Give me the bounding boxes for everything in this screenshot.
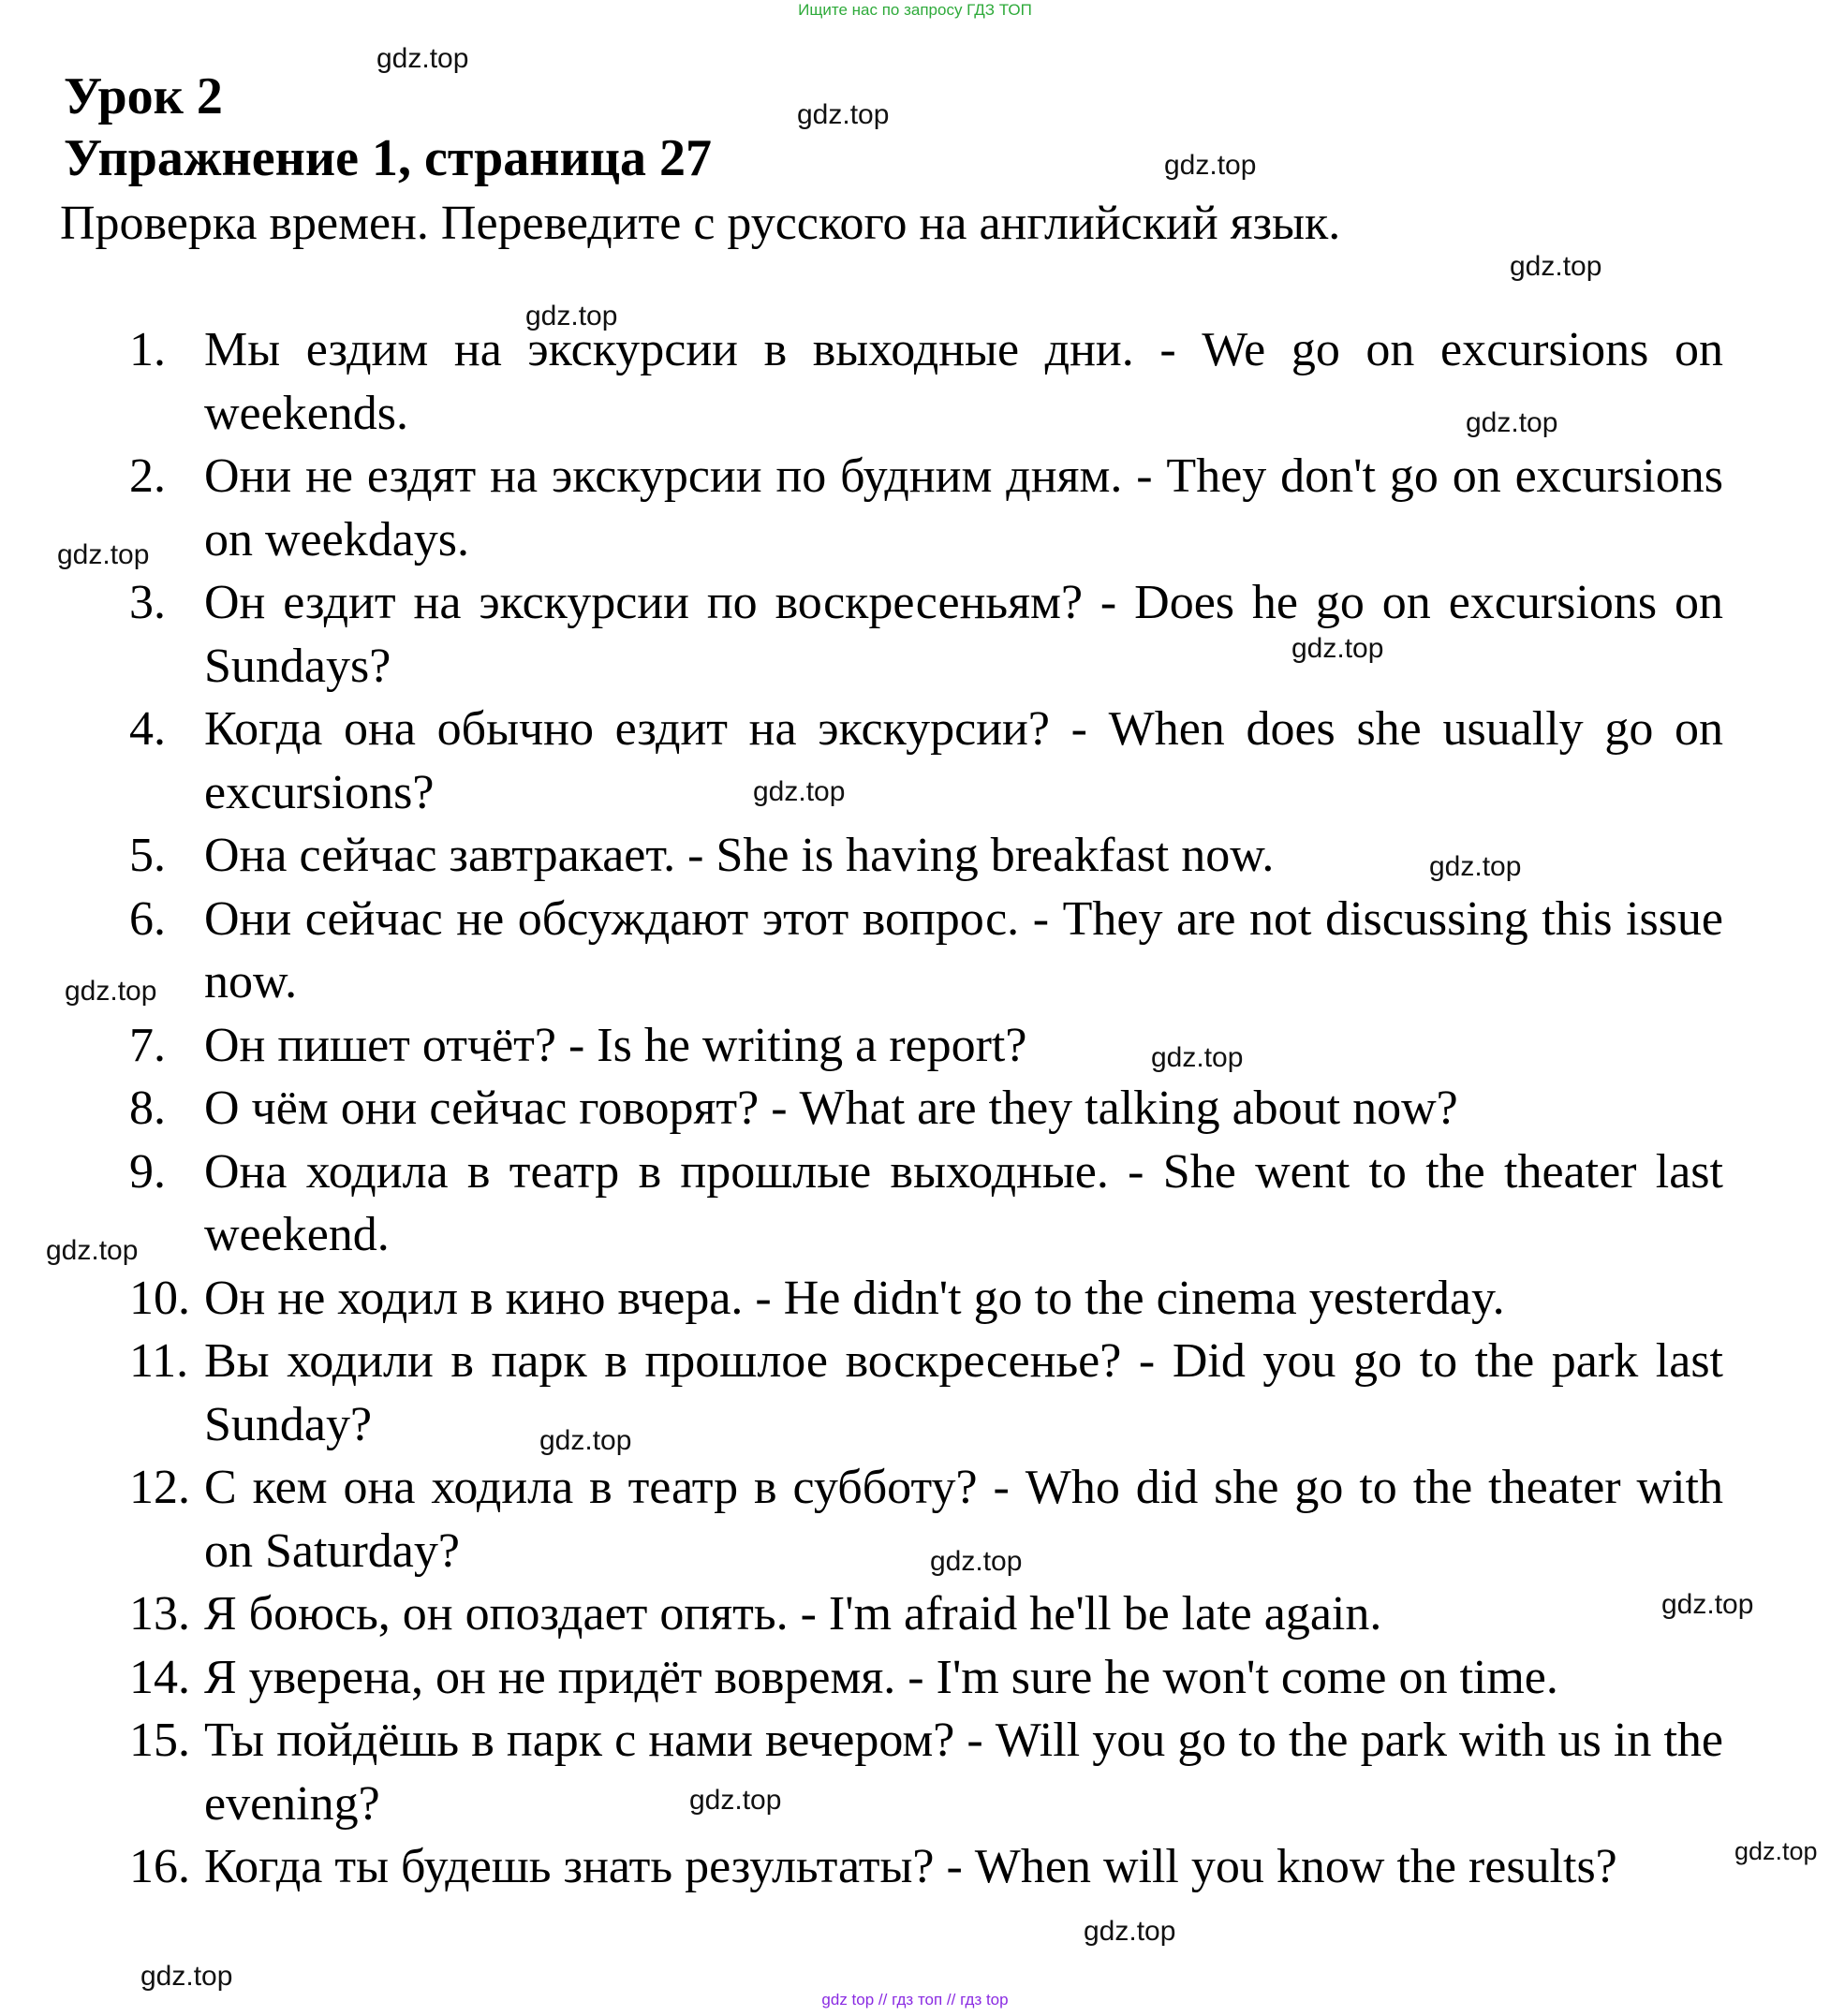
watermark: gdz.top [1661,1589,1754,1620]
bottom-banner[interactable]: gdz top // гдз топ // гдз top [821,1991,1009,2009]
item-number: 3. [129,576,166,629]
item-number: 5. [129,829,166,882]
item-text: Вы ходили в парк в прошлое воскресенье? - Did you go to the park last Sunday? [204,1334,1723,1451]
watermark: gdz.top [1084,1916,1176,1947]
item-number: 7. [129,1018,166,1072]
item-number: 9. [129,1144,166,1199]
list-item [129,1014,1723,1078]
watermark: gdz.top [1151,1042,1244,1073]
list-item [129,445,1723,571]
watermark: gdz.top [1291,633,1384,664]
list-item [129,1456,1723,1582]
item-number: 16. [129,1840,190,1893]
translation-list [129,318,1723,1899]
watermark: gdz.top [1734,1837,1818,1865]
list-item [129,1835,1723,1899]
watermark: gdz.top [1429,851,1522,882]
item-text: Он пишет отчёт? - Is he writing a report? [204,1018,1027,1072]
watermark: gdz.top [930,1546,1023,1577]
item-number: 4. [129,702,166,756]
item-text: Когда ты будешь знать результаты? - When will you know the results? [204,1840,1617,1893]
item-text: Он не ходил в кино вчера. - He didn't go to the cinema yesterday. [204,1271,1505,1325]
watermark: gdz.top [689,1785,782,1816]
watermark: gdz.top [140,1961,233,1992]
item-text: Мы ездим на экскурсии в выходные дни. - We go on excursions on weekends. [204,323,1723,440]
watermark: gdz.top [46,1235,139,1266]
item-number: 8. [129,1082,166,1135]
watermark: gdz.top [376,43,469,74]
watermark: gdz.top [1510,251,1602,282]
watermark: gdz.top [1227,1933,1233,1935]
item-text: Она сейчас завтракает. - She is having breakfast now. [204,829,1275,882]
item-text: Когда она обычно ездит на экскурсии? - When does she usually go on excursions? [204,702,1723,819]
top-banner[interactable]: Ищите нас по запросу ГДЗ ТОП [798,1,1032,19]
watermark: gdz.top [525,301,618,331]
item-number: 14. [129,1650,190,1704]
instruction: Проверка времен. Переведите с русского на английский язык. [60,197,1341,250]
list-item [129,1582,1723,1646]
item-text: Я боюсь, он опоздает опять. - I'm afraid he'll be late again. [204,1587,1382,1641]
item-text: Я уверена, он не придёт вовремя. - I'm sure he won't come on time. [204,1650,1558,1704]
list-item [129,1330,1723,1456]
item-number: 11. [129,1334,189,1388]
watermark: gdz.top [1164,150,1257,181]
lesson-title: Урок 2 [64,67,223,125]
item-text: Он ездит на экскурсии по воскресеньям? - Does he go on excursions on Sundays? [204,576,1723,693]
item-number: 1. [129,323,166,376]
item-text: Они не ездят на экскурсии по будним дням. - They don't go on excursions on weekdays. [204,449,1723,567]
watermark: gdz.top [753,776,846,807]
list-item [129,888,1723,1014]
list-item [129,1267,1723,1331]
item-text: О чём они сейчас говорят? - What are they talking about now? [204,1082,1458,1135]
item-number: 10. [129,1271,190,1325]
item-text: Они сейчас не обсуждают этот вопрос. - They are not discussing this issue now. [204,891,1723,1008]
watermark: gdz.top [65,976,157,1007]
list-item [129,571,1723,698]
item-text: Ты пойдёшь в парк с нами вечером? - Will you go to the park with us in the evening? [204,1714,1723,1831]
watermark: gdz.top [539,1425,632,1456]
list-item [129,1077,1723,1140]
watermark: gdz.top [1466,407,1558,438]
watermark: gdz.top [797,99,890,130]
list-item [129,1140,1723,1267]
item-number: 12. [129,1461,190,1514]
list-item [129,698,1723,824]
item-number: 13. [129,1587,190,1641]
list-item [129,1709,1723,1835]
item-text: С кем она ходила в театр в субботу? - Who did she go to the theater with on Saturday? [204,1461,1723,1578]
exercise-title: Упражнение 1, страница 27 [64,129,713,187]
watermark: gdz.top [57,539,150,570]
item-number: 15. [129,1714,190,1767]
item-text: Она ходила в театр в прошлые выходные. - She went to the theater last weekend. [204,1144,1723,1261]
item-number: 2. [129,449,166,503]
list-item [129,1646,1723,1710]
item-number: 6. [129,891,166,946]
